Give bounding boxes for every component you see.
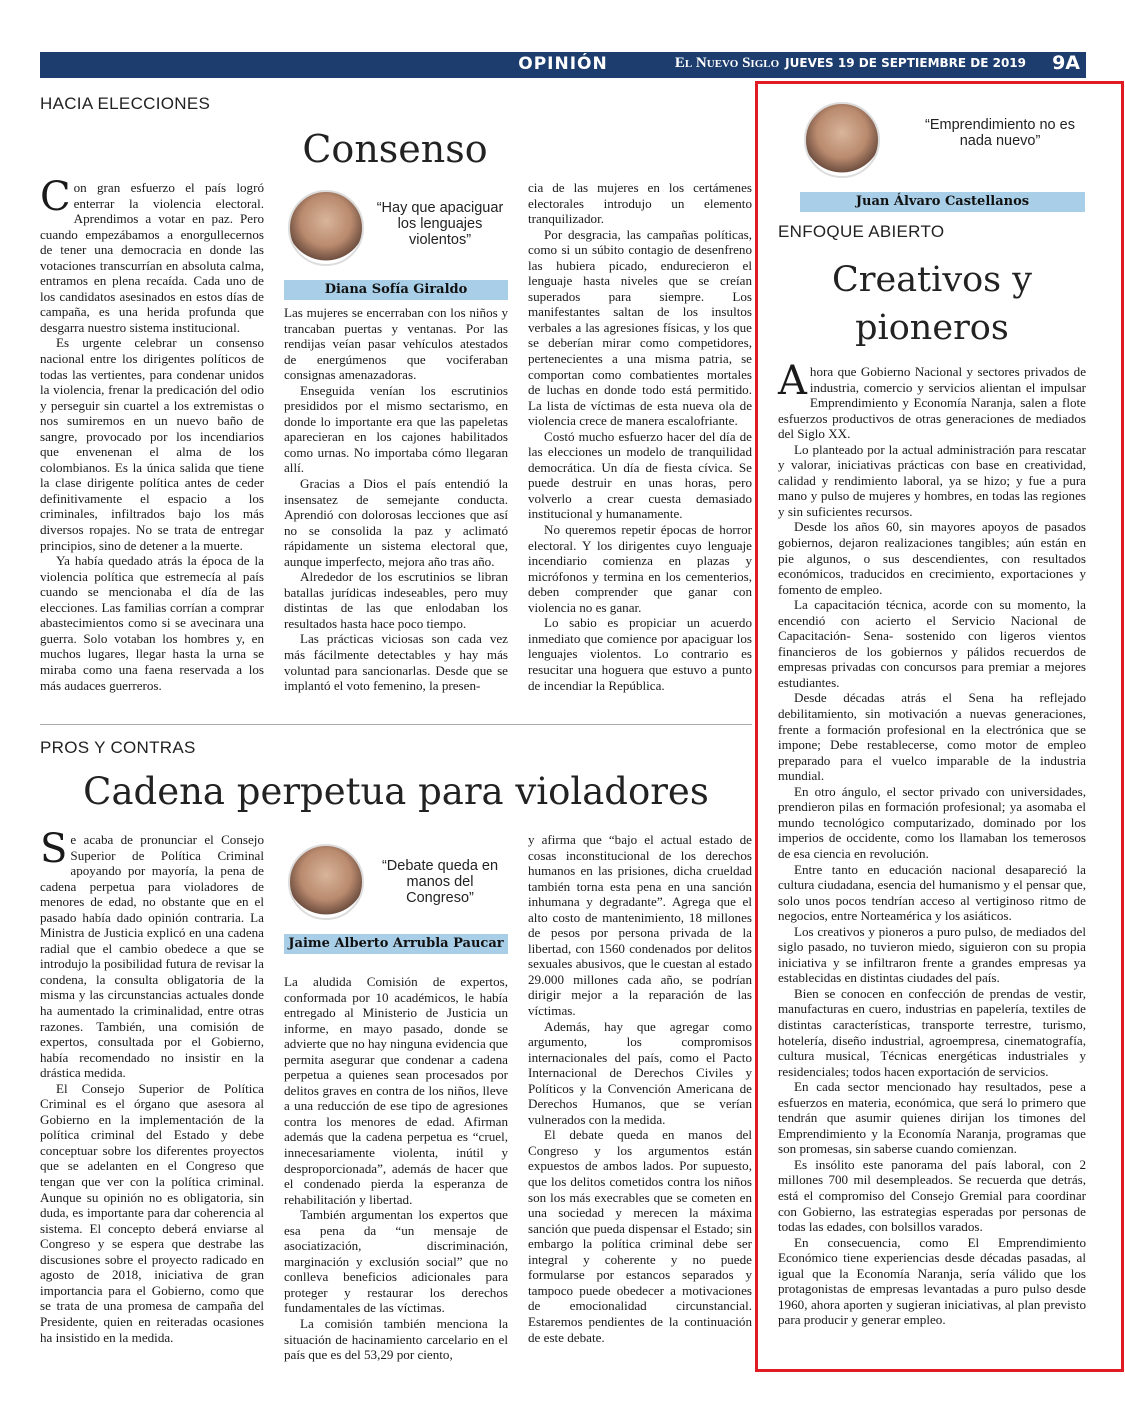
dropcap: A [778,358,807,404]
paragraph: Desde los años 60, sin mayores apoyos de pasados gobiernos, dejaron realizaciones tangibles; aún están en pie algunos, o sus descendientes, con resultados económicos, traducidos en crecimiento, exportaciones y fomento de empleo. [778,519,1086,597]
paragraph: Lo sabio es propiciar un acuerdo inmediato que comience por apaciguar los lenguajes violentos. Lo contrario es resucitar una hoguera que estuvo a punto de incendiar la República. [528,615,752,693]
paragraph: Alrededor de los escrutinios se libran batallas jurídicas indeseables, pero muy distintas de las que enlodaban los resultados hasta hace poco tiempo. [284,569,508,631]
paragraph: En cada sector mencionado hay resultados, pese a esfuerzos en materia, económica, que será lo primero que tendrán que asumir quienes dirijan los timones del Emprendimiento y la Economía Naranja, programas que son promesas, sin saberse cuando comienzan. [778,1079,1086,1157]
paragraph: La aludida Comisión de expertos, conformada por 10 académicos, le había entregado al Ministerio de Justicia un informe, en mayo pasado, donde se advierte que no hay ninguna evidencia que permita asegurar que condenar a cadena perpetua a quienes sean procesados por delitos graves en contra de los niños, lleve a una reducción de ese tipo de agresiones contra los menores de edad. Afirman además que la cadena perpetua es “cruel, innecesariamente violenta, inútil y desproporcionada”, además de hacer que el condenado pierda la esperanza de rehabilitación y libertad. [284,974,508,1207]
article3-kicker: ENFOQUE ABIERTO [778,222,945,241]
dropcap: S [40,826,68,872]
article2-column-3 [528,832,752,1352]
paragraph: Además, hay que agregar como argumento, los compromisos internacionales del país, como el Pacto Internacional de Derechos Civiles y Políticos y la Convención Americana de Derechos Humanos, que se verían vulnerados con la medida. [528,1018,752,1127]
author-quote: “Debate queda en manos del Congreso” [381,858,499,906]
masthead-info [675,55,1026,72]
paragraph: Desde décadas atrás el Sena ha reflejado debilitamiento, sin motivación a nuevas generaciones, frente a formación profesional en la electrónica que se impone; Debe restablecerse, como motor de empleo preparado para el vuelco imparable de la industria mundial. [778,690,1086,784]
author-photo [804,102,880,178]
paragraph: El debate queda en manos del Congreso y los argumentos están expuestos de ambos lados. Por supuesto, que los delitos cometidos contra los niños son los más execrables que se cometen en una sociedad y merecen la máxima sanción que pueda dispensar el Estado; sin embargo la política criminal debe ser integral y coherente y no puede formularse por estancos separados y tampoco puede obedecer a motivaciones de emocionalidad circunstancial. Estaremos pendientes de la continuación de este debate. [528,1127,752,1345]
author-quote: “Hay que apaciguar los lenguajes violentos” [376,200,504,248]
paragraph: El Consejo Superior de Política Criminal es el órgano que asesora al Gobierno en la implementación de la política criminal del Estado y debe conceptuar sobre los diferentes proyectos que se adelanten en el Congreso que tengan que ver con la política criminal. Aunque su opinión no es obligatoria, sin duda, es importante para dar coherencia al sistema. El concepto deberá enviarse al Congreso y se espera que destrabe las discusiones sobre el proyecto radicado en agosto de 2018, iniciativa de gran importancia para el Gobierno, como que se trata de una promesa de campaña del Presidente, quien en reiteradas ocasiones ha insistido en la medida. [40,1080,264,1345]
paragraph: Entre tanto en educación nacional desapareció la cultura ciudadana, esencia del humanismo y el pensar que, solo unos pocos tendrían acceso al vertiginoso ritmo de negocios, entre Norteamérica y los asiáticos. [778,861,1086,924]
author-name: Jaime Alberto Arrubla Paucar [284,934,508,954]
article1-headline: Consenso [302,127,488,171]
issue-date: JUEVES 19 DE SEPTIEMBRE DE 2019 [785,56,1026,70]
paragraph: y afirma que “bajo el actual estado de cosas inconstitucional de los derechos humanos en las prisiones, dicha crueldad también torna esta pena en una sanción inhumana y degradante”. Agrega que el alto costo de mantenimiento, 18 millones de pesos por persona privada de la libertad, con 1560 condenados por delitos sexuales abusivos, que le cuestan al estado 29.000 millones cada año, se podrían dirigir mejor a la reparación de las víctimas. [528,832,752,1019]
paragraph: También argumentan los expertos que esa pena da “un mensaje de asociatización, discriminación, marginación y exclusión social” que no conlleva beneficios adicionales para proteger y restaurar los derechos fundamentales de las víctimas. [284,1207,508,1316]
paragraph: Es insólito este panorama del país laboral, con 2 millones 700 mil desempleados. Se recuerda que detrás, está el compromiso del Consejo Gremial para coordinar con Gobierno, las estrategias esperadas por personas de todas las edades, con bolsillos varados. [778,1156,1086,1235]
article2-column-2 [284,974,508,1363]
article1-column-3 [528,180,752,710]
section-divider [40,724,752,725]
dropcap: C [40,174,71,220]
paragraph: Costó mucho esfuerzo hacer del día de las elecciones un modelo de tranquilidad democrática. Un día de fiesta cívica. Se puede destruir en unas horas, pero volverlo a crear cuesta demasiado institucional y humanamente. [528,428,752,522]
article3-column-1 [778,358,1086,1354]
paragraph: Es urgente celebrar un consenso nacional entre los dirigentes políticos de todas las vertientes, para condenar unidos la violencia, frenar la predicación del odio y perseguir sin cuartel a los extremistas o nos sumiremos en un nuevo baño de sangre, provocado por los incendiarios que envenenan el alma de los colombianos. Es la única salida que tiene la clase dirigente política antes de ceder definitivamente el espacio a los criminales, infiltrados bajo los más diversos ropajes. No se trata de entregar principios, sino de detener a la muerte. [40,335,264,553]
paragraph: La capacitación técnica, acorde con su momento, la encendió con acierto el Servicio Nacional de Capacitación- Sena- sostenido con ligeros vientos financieros de los gobiernos y pálidos recuerdos de empresas privadas con concursos para premiar a mejores estudiantes. [778,597,1086,690]
article2-kicker: PROS Y CONTRAS [40,738,196,757]
author-name: Diana Sofía Giraldo [284,280,508,300]
paragraph: cia de las mujeres en los certámenes electorales introdujo un elemento tranquilizador. [528,180,752,227]
paragraph: hora que Gobierno Nacional y sectores privados de industria, comercio y servicios alientan el impulsar Emprendimiento y Economía Naranja, salen a flote esfuerzos productivos de otras generaciones de mediados del Siglo XX. [778,364,1086,442]
article1-column-2 [284,305,508,710]
page-number: 9A [1052,52,1080,74]
paragraph: La comisión también menciona la situación de hacinamiento carcelario en el país que es del 53,29 por ciento, [284,1316,508,1363]
paragraph: Las mujeres se encerraban con los niños y trancaban puertas y ventanas. Por las rendijas veían pasar vehículos atestados de energúmenos que vociferaban consignas amenazadoras. [284,305,508,383]
article2-column-1 [40,826,264,1352]
paragraph: En otro ángulo, el sector privado con universidades, prendieron pilas en formación profesional; ya asomaba el mundo tecnológico computarizado, dominado por los imperios de occidente, como los llamaban los temerosos de esa ciencia en revolución. [778,783,1086,861]
paragraph: Lo planteado por la actual administración para rescatar y valorar, iniciativas prácticas con base en creatividad, calidad y rendimiento laboral, ya se hizo; y fue a pura mano y pulso de mujeres y hombres, en todas las regiones y sin suficientes recursos. [778,441,1086,519]
author-photo [288,844,364,920]
paragraph: Los creativos y pioneros a puro pulso, de mediados del siglo pasado, no tuvieron miedo, siguieron con su propia iniciativa y se infiltraron frente a grandes empresas ya establecidas en distintas ciudades del país. [778,923,1086,986]
author-quote: “Emprendimiento no es nada nuevo” [925,117,1075,149]
paragraph: Bien se conocen en confección de prendas de vestir, manufacturas en cuero, industrias en papelería, textiles de distintas características, transporte terrestre, turismo, hotelería, diseño industrial, agroempresa, cinematografía, cultura musical, Técnicas energéticas industriales y residenciales; todos hacen exportación de servicios. [778,985,1086,1079]
paragraph: Enseguida venían los escrutinios presididos por el mismo sectarismo, en donde lo importante era que las papeletas aparecieran en los cajones habilitados como urnas. No importaba cómo llegaran allí. [284,382,508,476]
masthead [40,52,1086,78]
article1-column-1 [40,174,264,710]
paragraph: En consecuencia, como El Emprendimiento Económico tiene experiencias desde décadas pasadas, al igual que la Economía Naranja, sería válido que los protagonistas de empresas levantadas a puro pulso desde 1960, ahora aporten y sugieran iniciativas, al plan previsto para producir y generar empleo. [778,1234,1086,1328]
paragraph: Por desgracia, las campañas políticas, como si un súbito contagio de desenfreno las hubiera picado, endurecieron el lenguaje hasta niveles que se creían superados para siempre. Los manifestantes saltan de los insultos verbales a las agresiones físicas, y los que se deberían mirar como competidores, pertenecientes a una misma patria, se comportan como combatientes mortales de luchas en donde todo está permitido. La lista de víctimas de esta nueva ola de violencia crece de manera escalofriante. [528,226,752,429]
paragraph: Ya había quedado atrás la época de la violencia política que estremecía al país cuando se mencionaba el día de las elecciones. Las familias corrían a comprar abastecimientos como si se avecinara una guerra. Solo votaban los hombres y, en muchos lugares, llegar hasta la urna se miraba como una faena reservada a los más audaces guerreros. [40,553,264,693]
article3-headline: Creativos y pioneros [831,260,1033,348]
article2-author-box [284,842,508,954]
section-title: OPINIÓN [518,54,608,74]
newspaper-name: El Nuevo Siglo [674,55,780,71]
paragraph: Gracias a Dios el país entendió la insensatez de semejante conducta. Aprendió con dolorosas lecciones que así no se consolida la paz y aclimató rápidamente un sistema electoral que, aunque imperfecto, mejora año tras año. [284,476,508,569]
paragraph: e acaba de pronunciar el Consejo Superior de Política Criminal apoyando por mayoría, la pena de cadena perpetua para violadores de menores de edad, no obstante que en el pasado había dado opinión contraria. La Ministra de Justicia explicó en una cadena radial que el cambio obedece a que se introdujo la posibilidad futura de revisar la condena, la consulta obligatoria de la misma y las circunstancias actuales donde ha aumentado la criminalidad, entre otras razones. También, una comisión de expertos, consultada por el Gobierno, había recomendado no insistir en la drástica medida. [40,832,264,1081]
article1-kicker: HACIA ELECCIONES [40,94,211,113]
paragraph: Las prácticas viciosas son cada vez más fácilmente detectables y hay más voluntad para sancionarlas. Desde que se implantó el voto femenino, la presen- [284,631,508,694]
author-photo [288,190,364,266]
paragraph: No queremos repetir épocas de horror electoral. Y los dirigentes cuyo lenguaje incendiario comienza en plazas y micrófonos y termina en los cementerios, deben comprender que ganar con violencia no es ganar. [528,522,752,615]
article3-author-box [800,100,1085,212]
paragraph: on gran esfuerzo el país logró enterrar la violencia electoral. Aprendimos a votar en paz. Pero cuando empezábamos a enorgullecernos de tener una democracia en donde las votaciones transcurrían en absoluta calma, entramos en plena recaída. Cada uno de los candidatos asesinados en estos días de campaña, es una herida profunda que desgarra nuestro sistema institucional. [40,180,264,335]
article1-author-box [284,188,508,300]
article2-headline: Cadena perpetua para violadores [83,770,709,813]
author-name: Juan Álvaro Castellanos [800,192,1085,212]
